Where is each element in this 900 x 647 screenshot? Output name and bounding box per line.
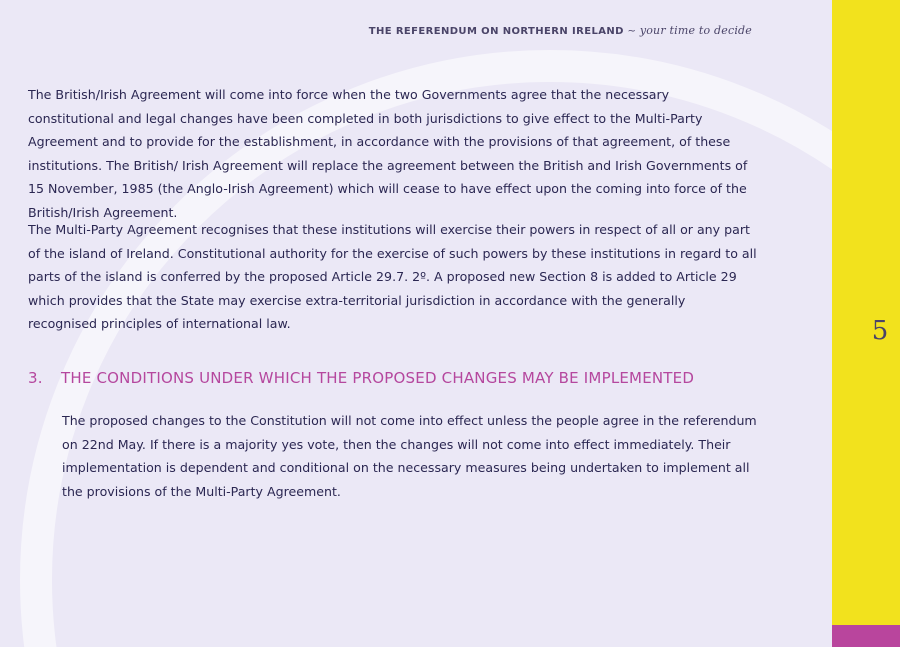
running-header [0, 24, 752, 37]
header-title: THE REFERENDUM ON NORTHERN IRELAND [368, 26, 624, 37]
header-separator: ~ [623, 26, 640, 37]
section-title: THE CONDITIONS UNDER WHICH THE PROPOSED CHANGES MAY BE IMPLEMENTED [61, 369, 695, 387]
header-tagline: your time to decide [639, 24, 752, 37]
page-number: 5 [871, 316, 889, 346]
paragraph-agreement-entry-into-force: The British/Irish Agreement will come into force when the two Governments agree that the necessary constitutional and legal changes have been completed in both jurisdictions to give effect to the Multi-Party Agreement and to provide for the establishment, in accordance with the provisions of that agreement, of these institutions. The British/ Irish Agreement will replace the agreement between the British and Irish Governments of 15 November, 1985 (the Anglo-Irish Agreement) which will cease to have effect upon the coming into force of the British/Irish Agreement. [28, 87, 748, 220]
paragraph-multi-party-agreement: The Multi-Party Agreement recognises that these institutions will exercise their powers in respect of all or any part of the island of Ireland. Constitutional authority for the exercise of such powers by these institutions in regard to all parts of the island is conferred by the proposed Article 29.7. 2º. A proposed new Section 8 is added to Article 29 which provides that the State may exercise extra-territorial jurisdiction in accordance with the generally recognised principles of international law. [28, 222, 757, 331]
section-heading [28, 369, 788, 387]
magenta-sidebar-band [832, 625, 900, 647]
section-number: 3. [28, 369, 43, 387]
section-body: The proposed changes to the Constitution will not come into effect unless the people agree in the referendum on 22nd May. If there is a majority yes vote, then the changes will not come into effect immediately. Their implementation is dependent and conditional on the necessary measures being undertaken to implement all the provisions of the Multi-Party Agreement. [62, 413, 757, 499]
